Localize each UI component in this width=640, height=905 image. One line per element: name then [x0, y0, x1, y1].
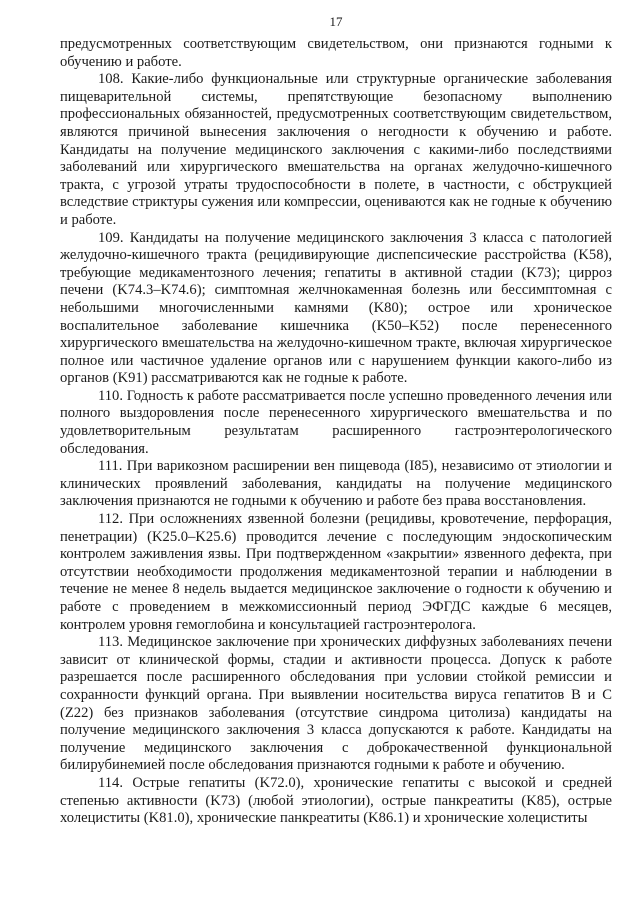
paragraph-108: 108. Какие-либо функциональные или структурные органические заболевания пищеварительной системы, препятствующие безопасному выполнению профессиональных обязанностей, предусмотренных соответствующим свидетельством, являются причиной вынесения заключения о негодности к обучению и работе. Кандидаты на получение медицинского заключения с какими-либо последствиями заболеваний или хирургического вмешательства на органах желудочно-кишечного тракта, с угрозой утраты трудоспособности в полете, в частности, с обструкцией вследствие стриктуры сужения или компрессии, оцениваются как не годные к обучению и работе. [60, 71, 612, 228]
page-number: 17 [329, 14, 343, 29]
paragraph-continuation: предусмотренных соответствующим свидетельством, они признаются годными к обучению и работе. [60, 36, 612, 70]
paragraph-109: 109. Кандидаты на получение медицинского заключения 3 класса с патологией желудочно-кишечного тракта (рецидивирующие диспепсические расстройства (K58), требующие медикаментозного лечения; гепатиты в активной стадии (K73); цирроз печени (K74.3–K74.6); симптомная желчнокаменная болезнь или бессимптомная с небольшими многочисленными камнями (K80); острое или хроническое воспалительное заболевание кишечника (K50–K52) после перенесенного хирургического вмешательства на желудочно-кишечном тракте, включая хирургическое полное или частичное удаление органов или с нарушением функции какого-либо из органов (K91) рассматриваются как не годные к работе. [60, 229, 612, 387]
paragraph-113: 113. Медицинское заключение при хронических диффузных заболеваниях печени зависит от клинической формы, стадии и активности процесса. Допуск к работе разрешается после расширенного обследования при условии стойкой ремиссии и сохранности функций органа. При выявлении носительства вируса гепатитов B и C (Z22) без признаков заболевания (отсутствие синдрома цитолиза) кандидаты на получение медицинского заключения 3 класса допускаются к работе. Кандидаты на получение медицинского заключения с доброкачественной функциональной билирубинемией после обследования признаются годными к работе и обучению. [60, 634, 612, 774]
paragraph-112: 112. При осложнениях язвенной болезни (рецидивы, кровотечение, перфорация, пенетрации) (K25.0–K25.6) проводится лечение с последующим эндоскопическим контролем заживления язвы. При подтвержденном «закрытии» язвенного дефекта, при отсутствии необходимости продолжения медикаментозной терапии и наблюдении в течение не менее 8 недель выдается медицинское заключение о годности к обучению и работе с проведением в межкомиссионный период ЭФГДС каждые 6 месяцев, контролем уровня гемоглобина и консультацией гастроэнтеролога. [60, 511, 612, 633]
paragraph-110: 110. Годность к работе рассматривается после успешно проведенного лечения или полного выздоровления после перенесенного хирургического вмешательства и по удовлетворительным результатам расширенного гастроэнтерологического обследования. [60, 387, 612, 457]
paragraph-114: 114. Острые гепатиты (K72.0), хронические гепатиты с высокой и средней степенью активности (K73) (любой этиологии), острые панкреатиты (K85), острые холециститы (K81.0), хронические панкреатиты (K86.1) и хронические холециститы [60, 774, 612, 827]
paragraph-111: 111. При варикозном расширении вен пищевода (I85), независимо от этиологии и клинических проявлений заболевания, кандидаты на получение медицинского заключения признаются не годными к обучению и работе без права восстановления. [60, 458, 612, 510]
